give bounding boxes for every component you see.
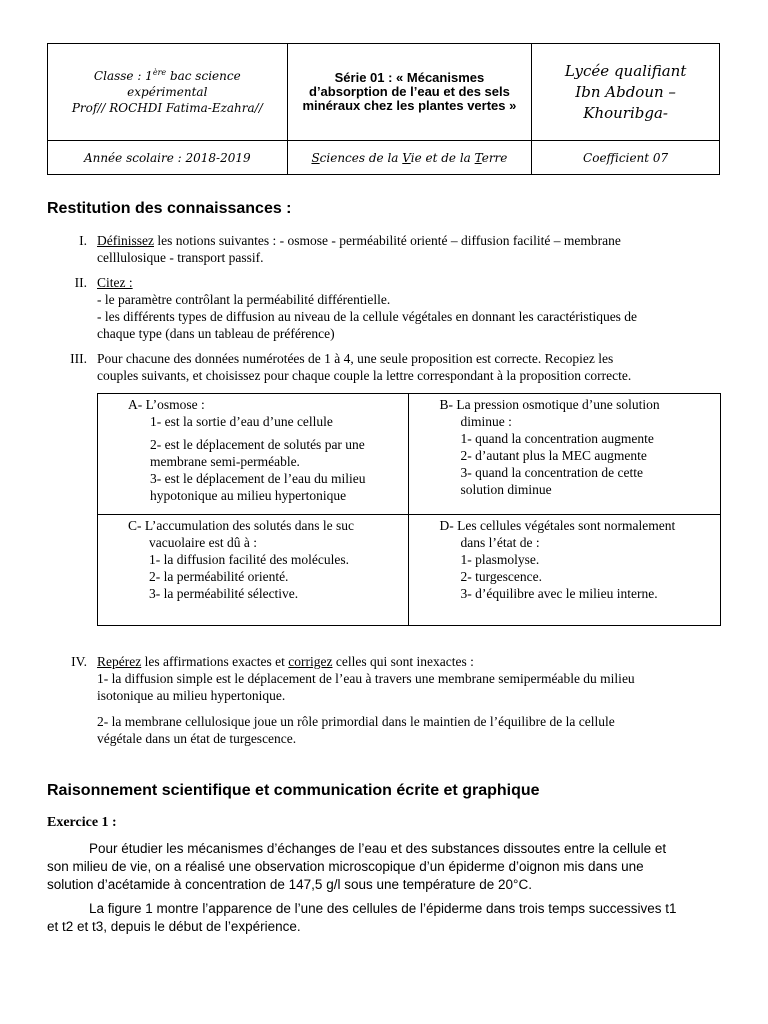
choice-b-title-2: diminue : [460, 414, 512, 429]
question-4-verb-2: corrigez [288, 654, 333, 669]
class-label: Classe : 1ère bac science [93, 68, 241, 83]
choice-b-3: 3- quand la concentration de cette [460, 465, 644, 480]
lycee-name-line2: Ibn Abdoun – [575, 82, 676, 101]
choice-b [409, 394, 721, 515]
header-serie-cell [287, 44, 532, 141]
serie-title: Série 01 : « Mécanismes d’absorption de l’eau et des sels minéraux chez les plantes vertes » [302, 70, 517, 113]
class-label-line2: expérimental [127, 85, 208, 99]
header-coefficient-cell [532, 141, 720, 175]
choice-d-3: 3- d’équilibre avec le milieu interne. [460, 586, 658, 601]
choice-d-2: 2- turgescence. [460, 569, 542, 584]
question-2-verb: Citez : [97, 275, 133, 290]
choice-a-title: A- L’osmose : [128, 397, 205, 412]
choice-c-2: 2- la perméabilité orienté. [149, 569, 289, 584]
question-1-text-2: celllulosique - transport passif. [97, 250, 264, 265]
exercise-1-title: Exercice 1 : [47, 815, 117, 830]
choice-b-3b: solution diminue [460, 482, 552, 497]
statement-2-line-2: végétale dans un état de turgescence. [97, 731, 297, 746]
question-1-verb: Définissez [97, 233, 154, 248]
lycee-name: Lycée qualifiant [564, 61, 687, 80]
section-restitution-title: Restitution des connaissances : [47, 200, 292, 217]
question-2-line-3: chaque type (dans un tableau de préférence) [97, 326, 335, 341]
question-2-line-1: - le paramètre contrôlant la perméabilité différentielle. [97, 292, 391, 307]
question-4-verb-1: Repérez [97, 654, 142, 669]
choice-b-title: B- La pression osmotique d’une solution [439, 397, 660, 412]
statement-2-line-1: 2- la membrane cellulosique joue un rôle primordial dans le maintien de l’équilibre de la cellule [97, 714, 615, 729]
header-year-cell [48, 141, 288, 175]
choice-a-3: 3- est le déplacement de l’eau du milieu [150, 471, 366, 486]
question-1-text: les notions suivantes : - osmose - perméabilité orienté – diffusion facilité – membrane [153, 233, 621, 248]
exercise-1-paragraph-1: Pour étudier les mécanismes d’échanges de l’eau et des substances dissoutes entre la cellule et son milieu de vie, on a réalisé une observation microscopique d’un épiderme d’oignon mis dans une solution d’acétamide à concentration de 147,5 g/l sous une température de 20°C. [47, 841, 667, 892]
choice-d-title-2: dans l’état de : [460, 535, 540, 550]
question-3-line-1: Pour chacune des données numérotées de 1 à 4, une seule proposition est correcte. Recopiez les [97, 351, 614, 366]
choices-table [97, 393, 721, 626]
choice-a [98, 394, 409, 515]
question-4-number: IV. [71, 654, 87, 669]
statement-1-line-2: isotonique au milieu hypertonique. [97, 688, 286, 703]
section-raisonnement-title: Raisonnement scientifique et communication écrite et graphique [47, 782, 540, 799]
header-table [47, 43, 720, 175]
exercise-1-paragraph-2: La figure 1 montre l’apparence de l’une des cellules de l’épiderme dans trois temps successives t1 et t2 et t3, depuis le début de l’expérience. [47, 901, 677, 934]
question-3-number: III. [70, 351, 87, 366]
header-subject-cell [287, 141, 532, 175]
lycee-city: Khouribga- [583, 103, 668, 122]
school-year: Année scolaire : 2018-2019 [83, 150, 251, 165]
choice-b-2: 2- d’autant plus la MEC augmente [460, 448, 647, 463]
header-lycee-cell [532, 44, 720, 141]
choice-c [98, 515, 409, 626]
choice-a-2b: membrane semi-perméable. [150, 454, 300, 469]
choice-a-3b: hypotonique au milieu hypertonique [150, 488, 347, 503]
header-class-cell [48, 44, 288, 141]
question-1-number: I. [79, 233, 87, 248]
choice-c-3: 3- la perméabilité sélective. [149, 586, 299, 601]
choice-b-1: 1- quand la concentration augmente [460, 431, 654, 446]
choice-a-2: 2- est le déplacement de solutés par une [150, 437, 365, 452]
choice-d-title: D- Les cellules végétales sont normalement [439, 518, 676, 533]
subject: Sciences de la Vie et de la Terre [311, 150, 508, 165]
choice-c-title: C- L’accumulation des solutés dans le suc [128, 518, 354, 533]
prof-name: Prof// ROCHDI Fatima-Ezahra// [71, 101, 263, 115]
choice-c-title-2: vacuolaire est dû à : [149, 535, 257, 550]
question-2-number: II. [74, 275, 87, 290]
question-3-line-2: couples suivants, et choisissez pour chaque couple la lettre correspondant à la proposition correcte. [97, 368, 632, 383]
choice-d [409, 515, 721, 626]
choice-d-1: 1- plasmolyse. [460, 552, 540, 567]
choice-a-1: 1- est la sortie d’eau d’une cellule [150, 414, 333, 429]
statement-1-line-1: 1- la diffusion simple est le déplacement de l’eau à travers une membrane semiperméable du milieu [97, 671, 635, 686]
choice-c-1: 1- la diffusion facilité des molécules. [149, 552, 349, 567]
question-2-line-2: - les différents types de diffusion au niveau de la cellule végétales en donnant les caractéristiques de [97, 309, 638, 324]
coefficient: Coefficient 07 [583, 150, 669, 165]
